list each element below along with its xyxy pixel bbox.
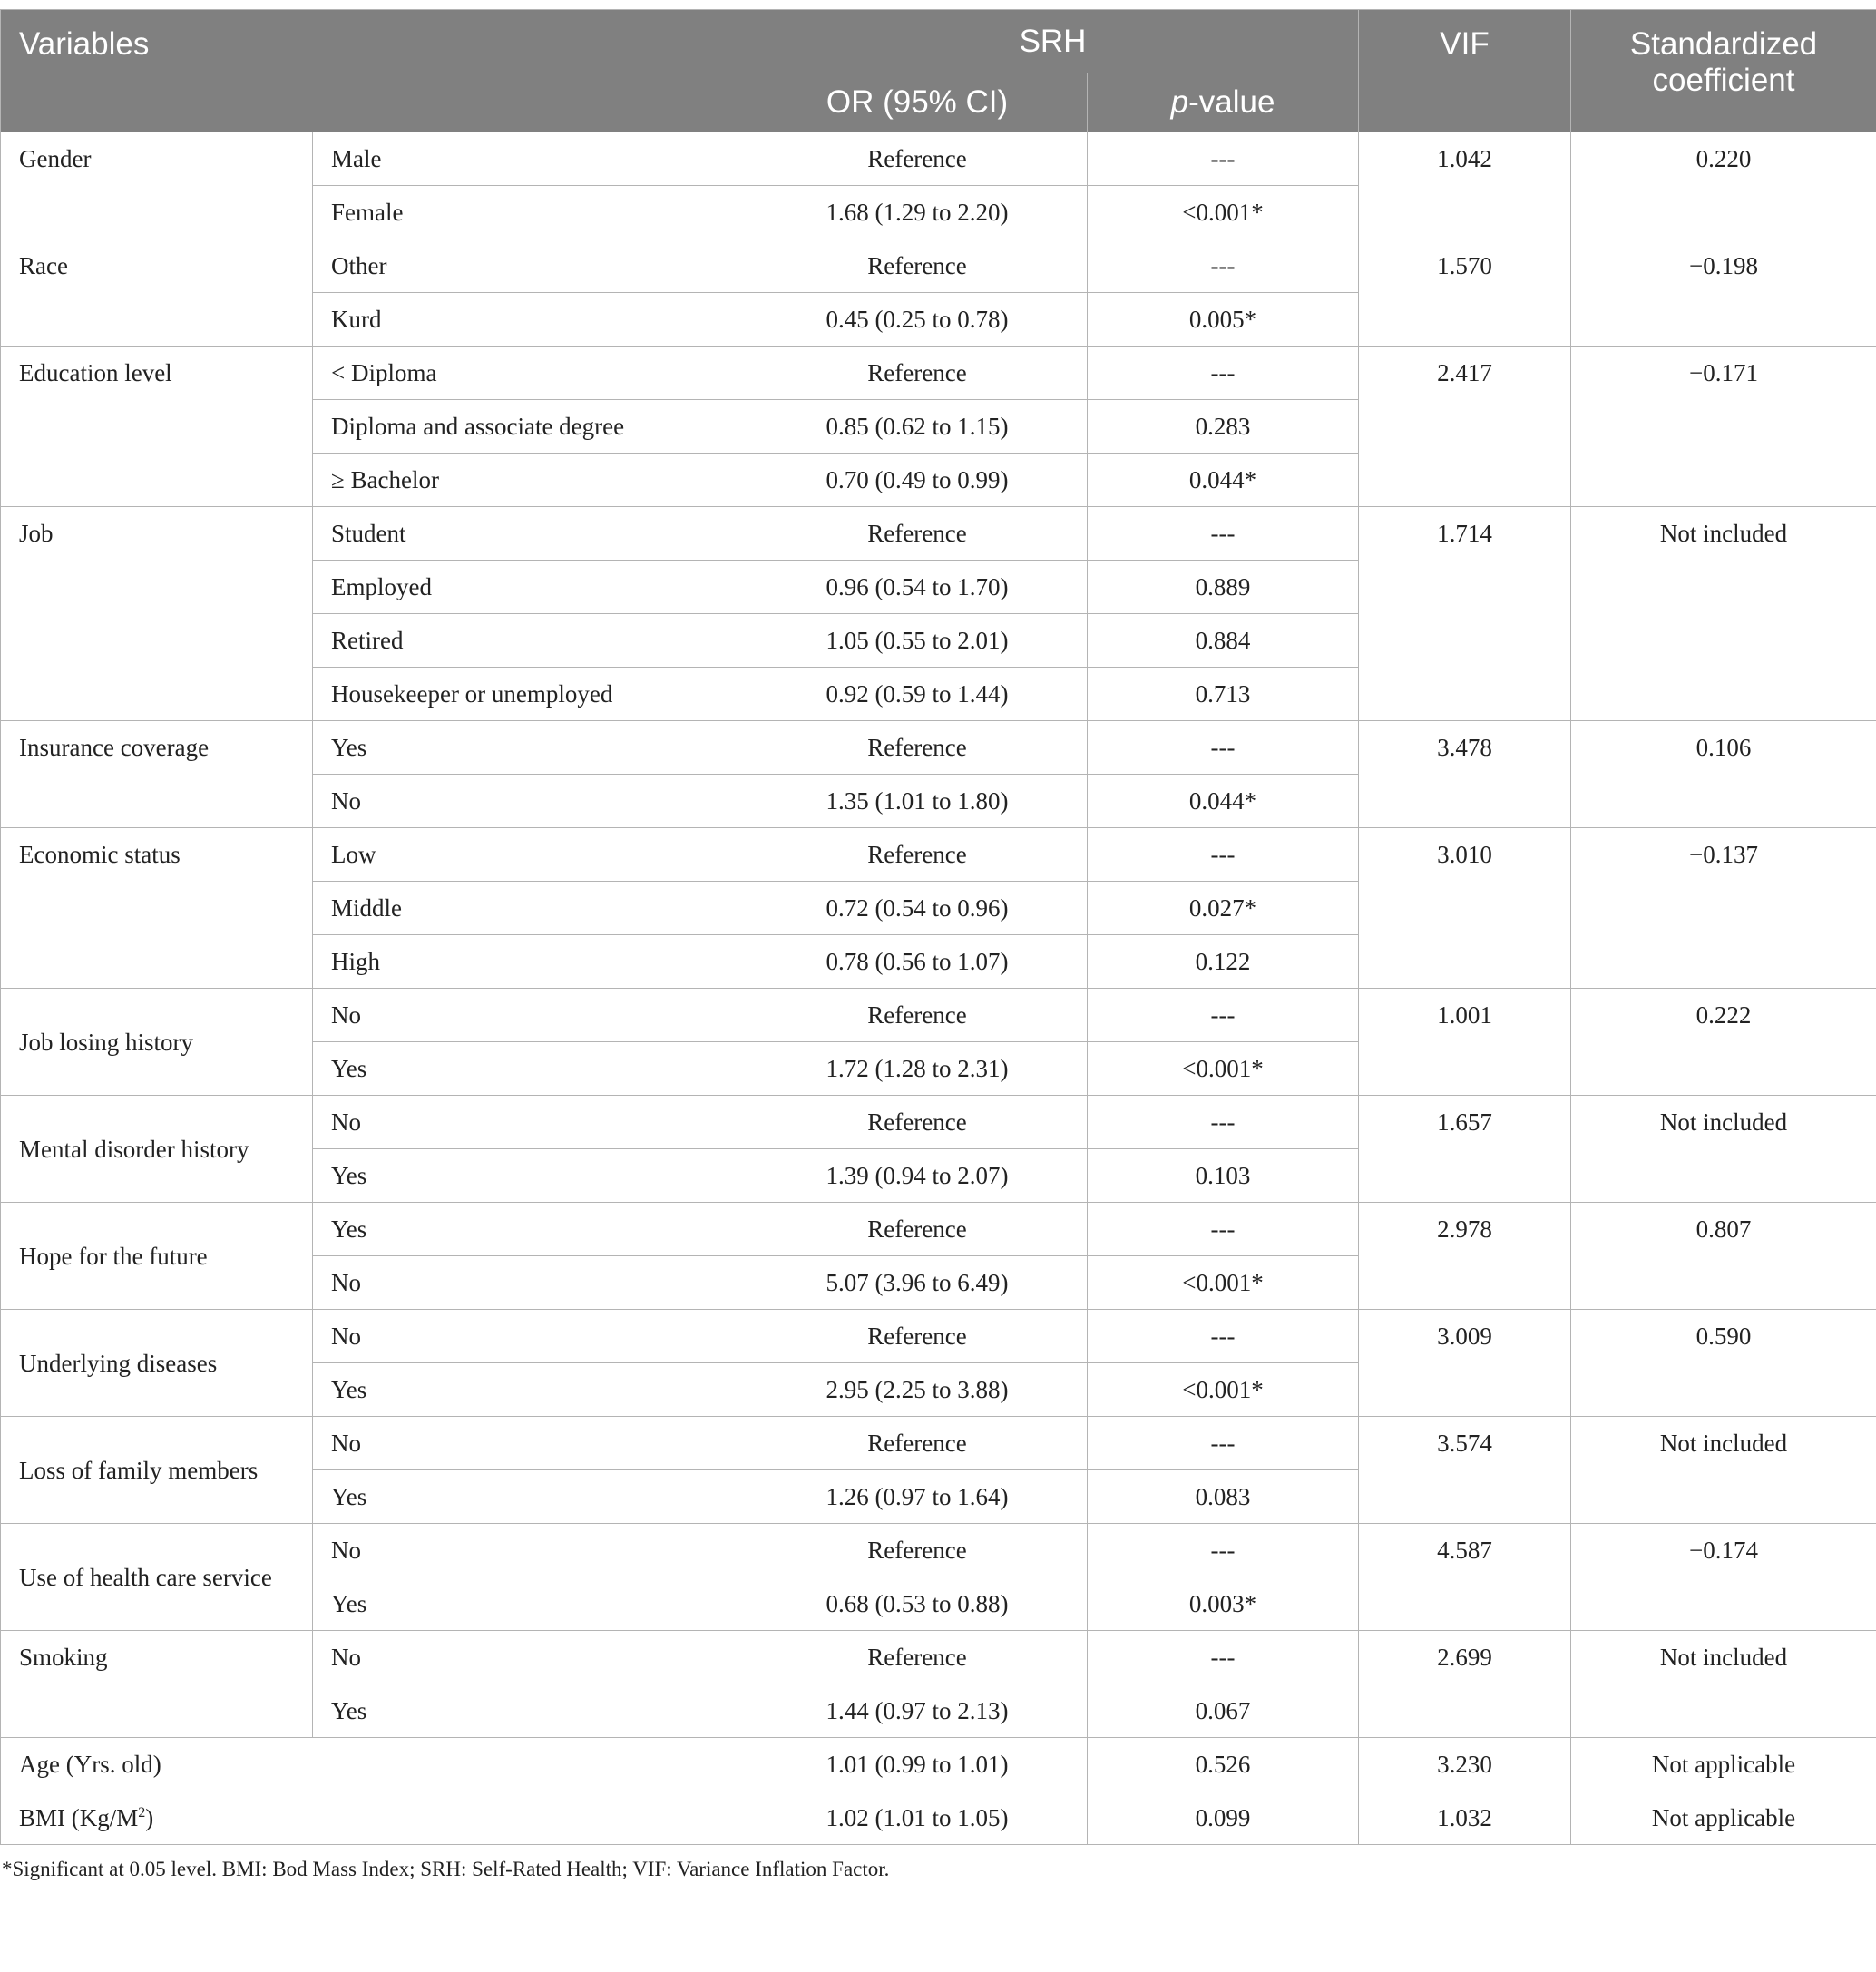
std-coef-cell: 0.106 — [1571, 721, 1876, 828]
p-cell: 0.122 — [1088, 935, 1359, 989]
category-cell: Male — [313, 132, 747, 186]
or-cell: 2.95 (2.25 to 3.88) — [747, 1363, 1088, 1417]
bmi-label-superscript: 2 — [138, 1805, 146, 1821]
std-coef-cell: Not included — [1571, 1417, 1876, 1524]
or-cell: Reference — [747, 239, 1088, 293]
or-cell: 0.92 (0.59 to 1.44) — [747, 668, 1088, 721]
vif-cell: 1.657 — [1359, 1096, 1571, 1203]
p-cell: --- — [1088, 1096, 1359, 1149]
variable-job: Job — [1, 507, 313, 721]
p-cell: <0.001* — [1088, 1256, 1359, 1310]
p-cell: --- — [1088, 828, 1359, 882]
variable-smoking: Smoking — [1, 1631, 313, 1738]
table-row — [1, 1096, 1876, 1149]
std-coef-cell: Not included — [1571, 1096, 1876, 1203]
p-cell: 0.044* — [1088, 775, 1359, 828]
p-cell: --- — [1088, 1417, 1359, 1470]
variable-underlying: Underlying diseases — [1, 1310, 313, 1417]
or-cell: 0.72 (0.54 to 0.96) — [747, 882, 1088, 935]
p-cell: --- — [1088, 1310, 1359, 1363]
or-cell: 1.02 (1.01 to 1.05) — [747, 1791, 1088, 1845]
table-row — [1, 347, 1876, 400]
table-row — [1, 828, 1876, 882]
p-cell: 0.027* — [1088, 882, 1359, 935]
or-cell: 0.85 (0.62 to 1.15) — [747, 400, 1088, 454]
or-cell: 1.35 (1.01 to 1.80) — [747, 775, 1088, 828]
vif-cell: 1.001 — [1359, 989, 1571, 1096]
std-coef-cell: −0.174 — [1571, 1524, 1876, 1631]
variable-age: Age (Yrs. old) — [1, 1738, 747, 1791]
std-coef-cell: Not included — [1571, 507, 1876, 721]
variable-hope: Hope for the future — [1, 1203, 313, 1310]
table-row — [1, 989, 1876, 1042]
p-cell: 0.283 — [1088, 400, 1359, 454]
p-cell: --- — [1088, 1203, 1359, 1256]
std-coef-cell: Not applicable — [1571, 1791, 1876, 1845]
p-cell: --- — [1088, 989, 1359, 1042]
category-cell: No — [313, 1096, 747, 1149]
header-p-rest: -value — [1188, 84, 1275, 120]
table-footnote: *Significant at 0.05 level. BMI: Bod Mass Index; SRH: Self-Rated Health; VIF: Variance Inflation Factor. — [2, 1858, 890, 1880]
category-cell: Yes — [313, 721, 747, 775]
table-body — [1, 132, 1876, 1845]
std-coef-cell: 0.590 — [1571, 1310, 1876, 1417]
p-cell: <0.001* — [1088, 1363, 1359, 1417]
or-cell: 1.44 (0.97 to 2.13) — [747, 1684, 1088, 1738]
or-cell: Reference — [747, 1417, 1088, 1470]
category-cell: No — [313, 1524, 747, 1577]
table-row — [1, 1791, 1876, 1845]
category-cell: No — [313, 1631, 747, 1684]
regression-results-table — [0, 9, 1876, 1845]
variable-job-losing: Job losing history — [1, 989, 313, 1096]
std-coef-cell: Not included — [1571, 1631, 1876, 1738]
vif-cell: 2.699 — [1359, 1631, 1571, 1738]
category-cell: Student — [313, 507, 747, 561]
vif-cell: 3.478 — [1359, 721, 1571, 828]
or-cell: 0.45 (0.25 to 0.78) — [747, 293, 1088, 347]
p-cell: 0.099 — [1088, 1791, 1359, 1845]
or-cell: 1.26 (0.97 to 1.64) — [747, 1470, 1088, 1524]
table-row — [1, 1631, 1876, 1684]
variable-gender: Gender — [1, 132, 313, 239]
vif-cell: 1.714 — [1359, 507, 1571, 721]
category-cell: Yes — [313, 1577, 747, 1631]
std-coef-cell: 0.220 — [1571, 132, 1876, 239]
table-header — [1, 10, 1876, 132]
header-or-ci: OR (95% CI) — [747, 73, 1088, 132]
vif-cell: 3.230 — [1359, 1738, 1571, 1791]
category-cell: Yes — [313, 1684, 747, 1738]
header-standardized-coefficient — [1571, 10, 1876, 132]
std-coef-cell: −0.198 — [1571, 239, 1876, 347]
or-cell: 1.05 (0.55 to 2.01) — [747, 614, 1088, 668]
category-cell: Yes — [313, 1363, 747, 1417]
p-cell: <0.001* — [1088, 1042, 1359, 1096]
or-cell: 0.70 (0.49 to 0.99) — [747, 454, 1088, 507]
variable-loss: Loss of family members — [1, 1417, 313, 1524]
p-cell: 0.526 — [1088, 1738, 1359, 1791]
table-row — [1, 1203, 1876, 1256]
p-cell: --- — [1088, 132, 1359, 186]
or-cell: Reference — [747, 347, 1088, 400]
table-row — [1, 1738, 1876, 1791]
p-cell: 0.003* — [1088, 1577, 1359, 1631]
or-cell: Reference — [747, 1524, 1088, 1577]
p-cell: --- — [1088, 507, 1359, 561]
std-coef-cell: 0.807 — [1571, 1203, 1876, 1310]
or-cell: 1.39 (0.94 to 2.07) — [747, 1149, 1088, 1203]
category-cell: No — [313, 1417, 747, 1470]
p-cell: --- — [1088, 239, 1359, 293]
category-cell: Other — [313, 239, 747, 293]
or-cell: 1.01 (0.99 to 1.01) — [747, 1738, 1088, 1791]
std-coef-cell: 0.222 — [1571, 989, 1876, 1096]
vif-cell: 2.978 — [1359, 1203, 1571, 1310]
table-row — [1, 239, 1876, 293]
or-cell: Reference — [747, 1096, 1088, 1149]
table-row — [1, 1524, 1876, 1577]
p-cell: 0.083 — [1088, 1470, 1359, 1524]
table-row — [1, 1310, 1876, 1363]
table-row — [1, 1417, 1876, 1470]
category-cell: Retired — [313, 614, 747, 668]
or-cell: Reference — [747, 1631, 1088, 1684]
bmi-label: BMI (Kg/M — [19, 1804, 139, 1831]
p-cell: --- — [1088, 721, 1359, 775]
or-cell: Reference — [747, 507, 1088, 561]
category-cell: Low — [313, 828, 747, 882]
vif-cell: 1.032 — [1359, 1791, 1571, 1845]
category-cell: Diploma and associate degree — [313, 400, 747, 454]
category-cell: High — [313, 935, 747, 989]
p-cell: 0.713 — [1088, 668, 1359, 721]
or-cell: Reference — [747, 721, 1088, 775]
category-cell: Housekeeper or unemployed — [313, 668, 747, 721]
header-std-line1: Standardized — [1629, 26, 1818, 62]
table-row — [1, 721, 1876, 775]
p-cell: --- — [1088, 347, 1359, 400]
p-cell: 0.884 — [1088, 614, 1359, 668]
header-p-italic: p — [1170, 84, 1189, 120]
category-cell: Kurd — [313, 293, 747, 347]
header-variables: Variables — [1, 10, 747, 132]
p-cell: 0.103 — [1088, 1149, 1359, 1203]
vif-cell: 2.417 — [1359, 347, 1571, 507]
or-cell: 1.68 (1.29 to 2.20) — [747, 186, 1088, 239]
vif-cell: 3.009 — [1359, 1310, 1571, 1417]
or-cell: 0.96 (0.54 to 1.70) — [747, 561, 1088, 614]
p-cell: --- — [1088, 1524, 1359, 1577]
header-std-line2: coefficient — [1652, 63, 1795, 98]
table-row — [1, 132, 1876, 186]
category-cell: No — [313, 1310, 747, 1363]
variable-race: Race — [1, 239, 313, 347]
vif-cell: 4.587 — [1359, 1524, 1571, 1631]
category-cell: Middle — [313, 882, 747, 935]
vif-cell: 3.010 — [1359, 828, 1571, 989]
category-cell: Yes — [313, 1042, 747, 1096]
std-coef-cell: −0.171 — [1571, 347, 1876, 507]
category-cell: Employed — [313, 561, 747, 614]
category-cell: Yes — [313, 1470, 747, 1524]
or-cell: 1.72 (1.28 to 2.31) — [747, 1042, 1088, 1096]
vif-cell: 1.042 — [1359, 132, 1571, 239]
variable-education: Education level — [1, 347, 313, 507]
category-cell: ≥ Bachelor — [313, 454, 747, 507]
category-cell: Yes — [313, 1149, 747, 1203]
header-vif: VIF — [1359, 10, 1571, 132]
p-cell: 0.005* — [1088, 293, 1359, 347]
p-cell: --- — [1088, 1631, 1359, 1684]
category-cell: No — [313, 1256, 747, 1310]
variable-bmi — [1, 1791, 747, 1845]
std-coef-cell: Not applicable — [1571, 1738, 1876, 1791]
header-p-value — [1088, 73, 1359, 132]
std-coef-cell: −0.137 — [1571, 828, 1876, 989]
header-srh: SRH — [747, 10, 1359, 73]
category-cell: No — [313, 989, 747, 1042]
or-cell: Reference — [747, 828, 1088, 882]
variable-mental: Mental disorder history — [1, 1096, 313, 1203]
or-cell: Reference — [747, 1203, 1088, 1256]
or-cell: 0.78 (0.56 to 1.07) — [747, 935, 1088, 989]
p-cell: 0.067 — [1088, 1684, 1359, 1738]
vif-cell: 3.574 — [1359, 1417, 1571, 1524]
category-cell: < Diploma — [313, 347, 747, 400]
or-cell: 0.68 (0.53 to 0.88) — [747, 1577, 1088, 1631]
table-row — [1, 507, 1876, 561]
category-cell: Female — [313, 186, 747, 239]
variable-insurance: Insurance coverage — [1, 721, 313, 828]
p-cell: <0.001* — [1088, 186, 1359, 239]
variable-healthcare: Use of health care service — [1, 1524, 313, 1631]
bmi-label-end: ) — [145, 1804, 154, 1831]
or-cell: Reference — [747, 132, 1088, 186]
table-wrapper — [0, 9, 1876, 1881]
vif-cell: 1.570 — [1359, 239, 1571, 347]
p-cell: 0.889 — [1088, 561, 1359, 614]
variable-economic: Economic status — [1, 828, 313, 989]
category-cell: No — [313, 775, 747, 828]
category-cell: Yes — [313, 1203, 747, 1256]
or-cell: Reference — [747, 989, 1088, 1042]
or-cell: 5.07 (3.96 to 6.49) — [747, 1256, 1088, 1310]
p-cell: 0.044* — [1088, 454, 1359, 507]
or-cell: Reference — [747, 1310, 1088, 1363]
